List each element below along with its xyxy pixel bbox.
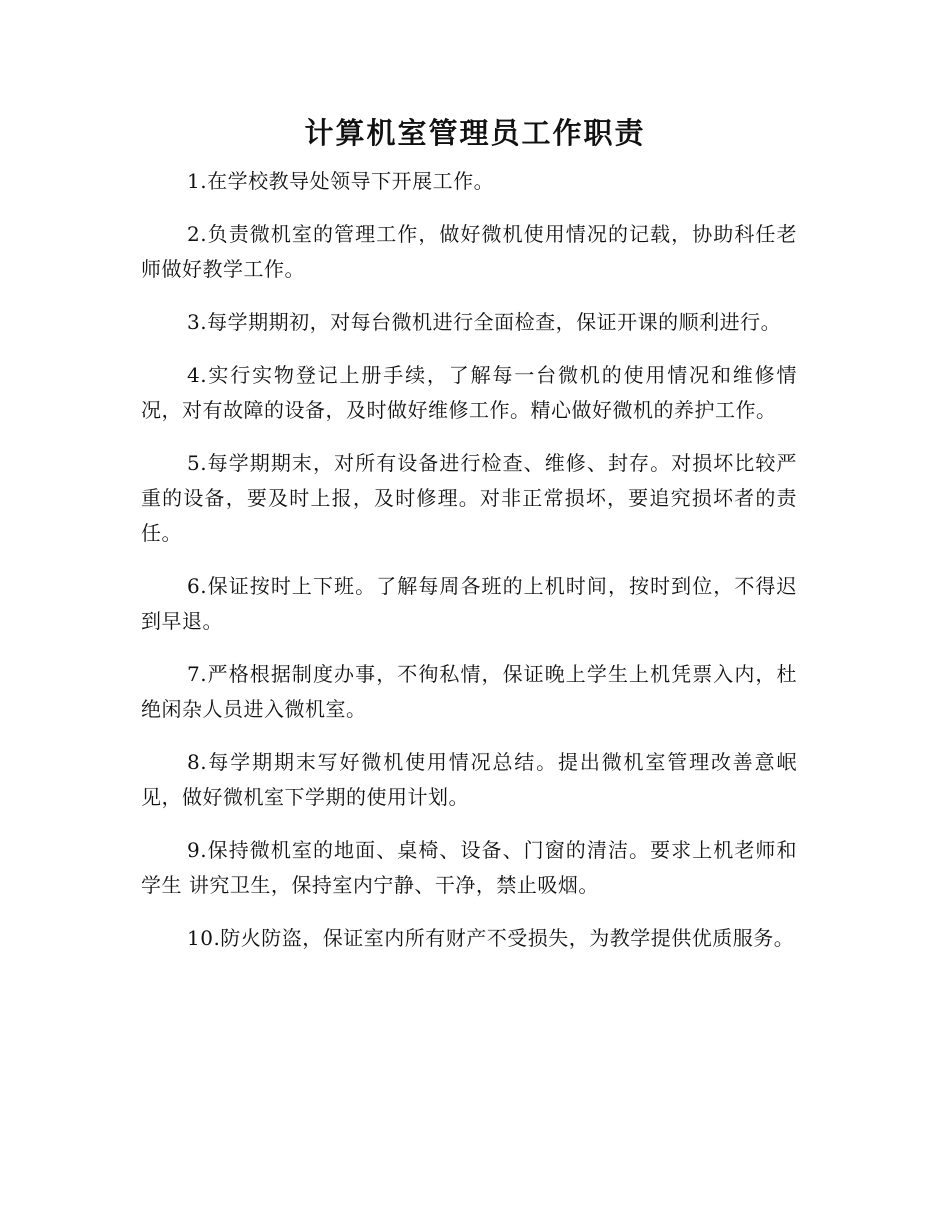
duty-item-7: 7.严格根据制度办事，不徇私情，保证晚上学生上机凭票入内，杜绝闲杂人员进入微机室。 (141, 662, 797, 721)
duty-item-3: 3.每学期期初，对每台微机进行全面检查，保证开课的顺利进行。 (187, 310, 782, 334)
duty-item-5: 5.每学期期末，对所有设备进行检查、维修、封存。对损坏比较严重的设备，要及时上报，及时修理。对非正常损坏，要追究损坏者的责任。 (141, 451, 797, 545)
duty-item-9: 9.保持微机室的地面、桌椅、设备、门窗的清洁。要求上机老师和学生 讲究卫生，保持室内宁静、干净，禁止吸烟。 (141, 838, 797, 897)
duty-item-10: 10.防火防盗，保证室内所有财产不受损失，为教学提供优质服务。 (187, 926, 795, 950)
duty-item-4: 4.实行实物登记上册手续，了解每一台微机的使用情况和维修情况，对有故障的设备，及时做好维修工作。精心做好微机的养护工作。 (141, 363, 797, 422)
duty-item-6: 6.保证按时上下班。了解每周各班的上机时间，按时到位，不得迟到早退。 (141, 574, 797, 633)
duty-item-1: 1.在学校教导处领导下开展工作。 (187, 169, 495, 193)
document-body (141, 164, 797, 974)
duty-item-8: 8.每学期期末写好微机使用情况总结。提出微机室管理改善意岷见，做好微机室下学期的使用计划。 (141, 750, 797, 809)
duty-item-2: 2.负责微机室的管理工作，做好微机使用情况的记载，协助科任老师做好教学工作。 (141, 222, 797, 281)
document-title: 计算机室管理员工作职责 (304, 116, 646, 150)
